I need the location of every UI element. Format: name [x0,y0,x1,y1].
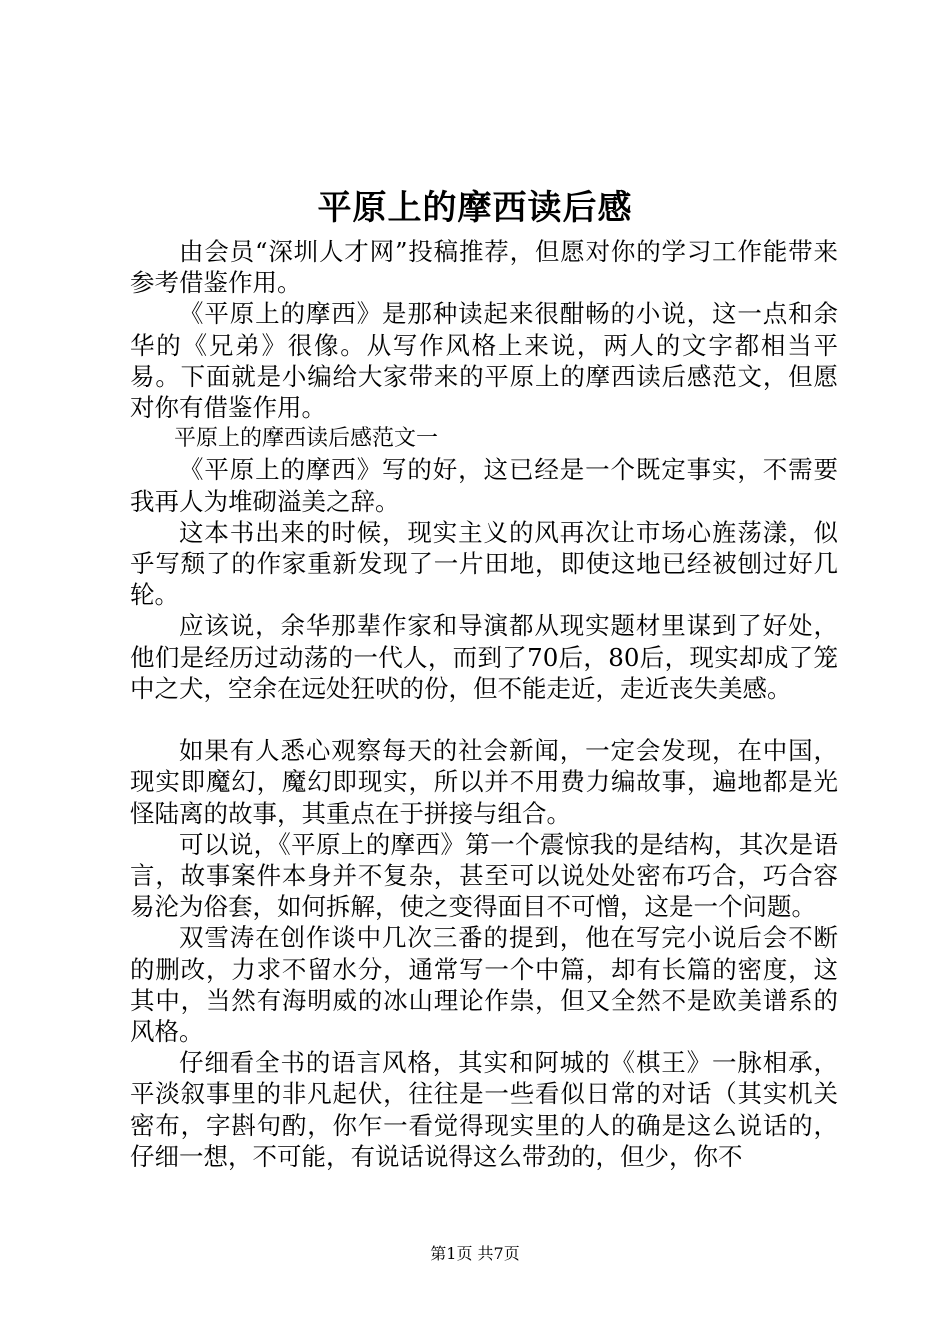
blank-line [130,704,838,735]
paragraph: 仔细看全书的语言风格，其实和阿城的《棋王》一脉相承，平淡叙事里的非凡起伏，往往是一些看似日常的对话（其实机关密布，字斟句酌，你乍一看觉得现实里的人的确是这么说话的，仔细一想，不可能，有说话说得这么带劲的，但少，你不 [130,1048,838,1171]
paragraph: 如果有人悉心观察每天的社会新闻，一定会发现，在中国，现实即魔幻，魔幻即现实，所以并不用费力编故事，遍地都是光怪陆离的故事，其重点在于拼接与组合。 [130,736,838,828]
document-title: 平原上的摩西读后感 [317,188,633,228]
paragraph: 应该说，余华那辈作家和导演都从现实题材里谋到了好处，他们是经历过动荡的一代人，而到了70后，80后，现实却成了笼中之犬，空余在远处狂吠的份，但不能走近，走近丧失美感。 [130,611,838,703]
document-body [130,236,838,1172]
page-number-footer: 第1页 共7页 [430,1244,520,1263]
paragraph-summary: 《平原上的摩西》是那种读起来很酣畅的小说，这一点和余华的《兄弟》很像。从写作风格上来说，两人的文字都相当平易。下面就是小编给大家带来的平原上的摩西读后感范文，但愿对你有借鉴作用。 [130,299,838,423]
paragraph: 《平原上的摩西》写的好，这已经是一个既定事实，不需要我再人为堆砌溢美之辞。 [130,455,838,516]
paragraph: 这本书出来的时候，现实主义的风再次让市场心旌荡漾，似乎写颓了的作家重新发现了一片田地，即使这地已经被刨过好几轮。 [130,517,838,610]
paragraph: 双雪涛在创作谈中几次三番的提到，他在写完小说后会不断的删改，力求不留水分，通常写一个中篇，却有长篇的密度，这其中，当然有海明威的冰山理论作祟，但又全然不是欧美谱系的风格。 [130,923,838,1047]
section-heading: 平原上的摩西读后感范文一 [174,426,439,452]
paragraph-intro: 由会员“深圳人才网”投稿推荐，但愿对你的学习工作能带来参考借鉴作用。 [130,237,838,298]
paragraph: 可以说，《平原上的摩西》第一个震惊我的是结构，其次是语言，故事案件本身并不复杂，甚至可以说处处密布巧合，巧合容易沦为俗套，如何拆解，使之变得面目不可憎，这是一个问题。 [130,829,838,922]
